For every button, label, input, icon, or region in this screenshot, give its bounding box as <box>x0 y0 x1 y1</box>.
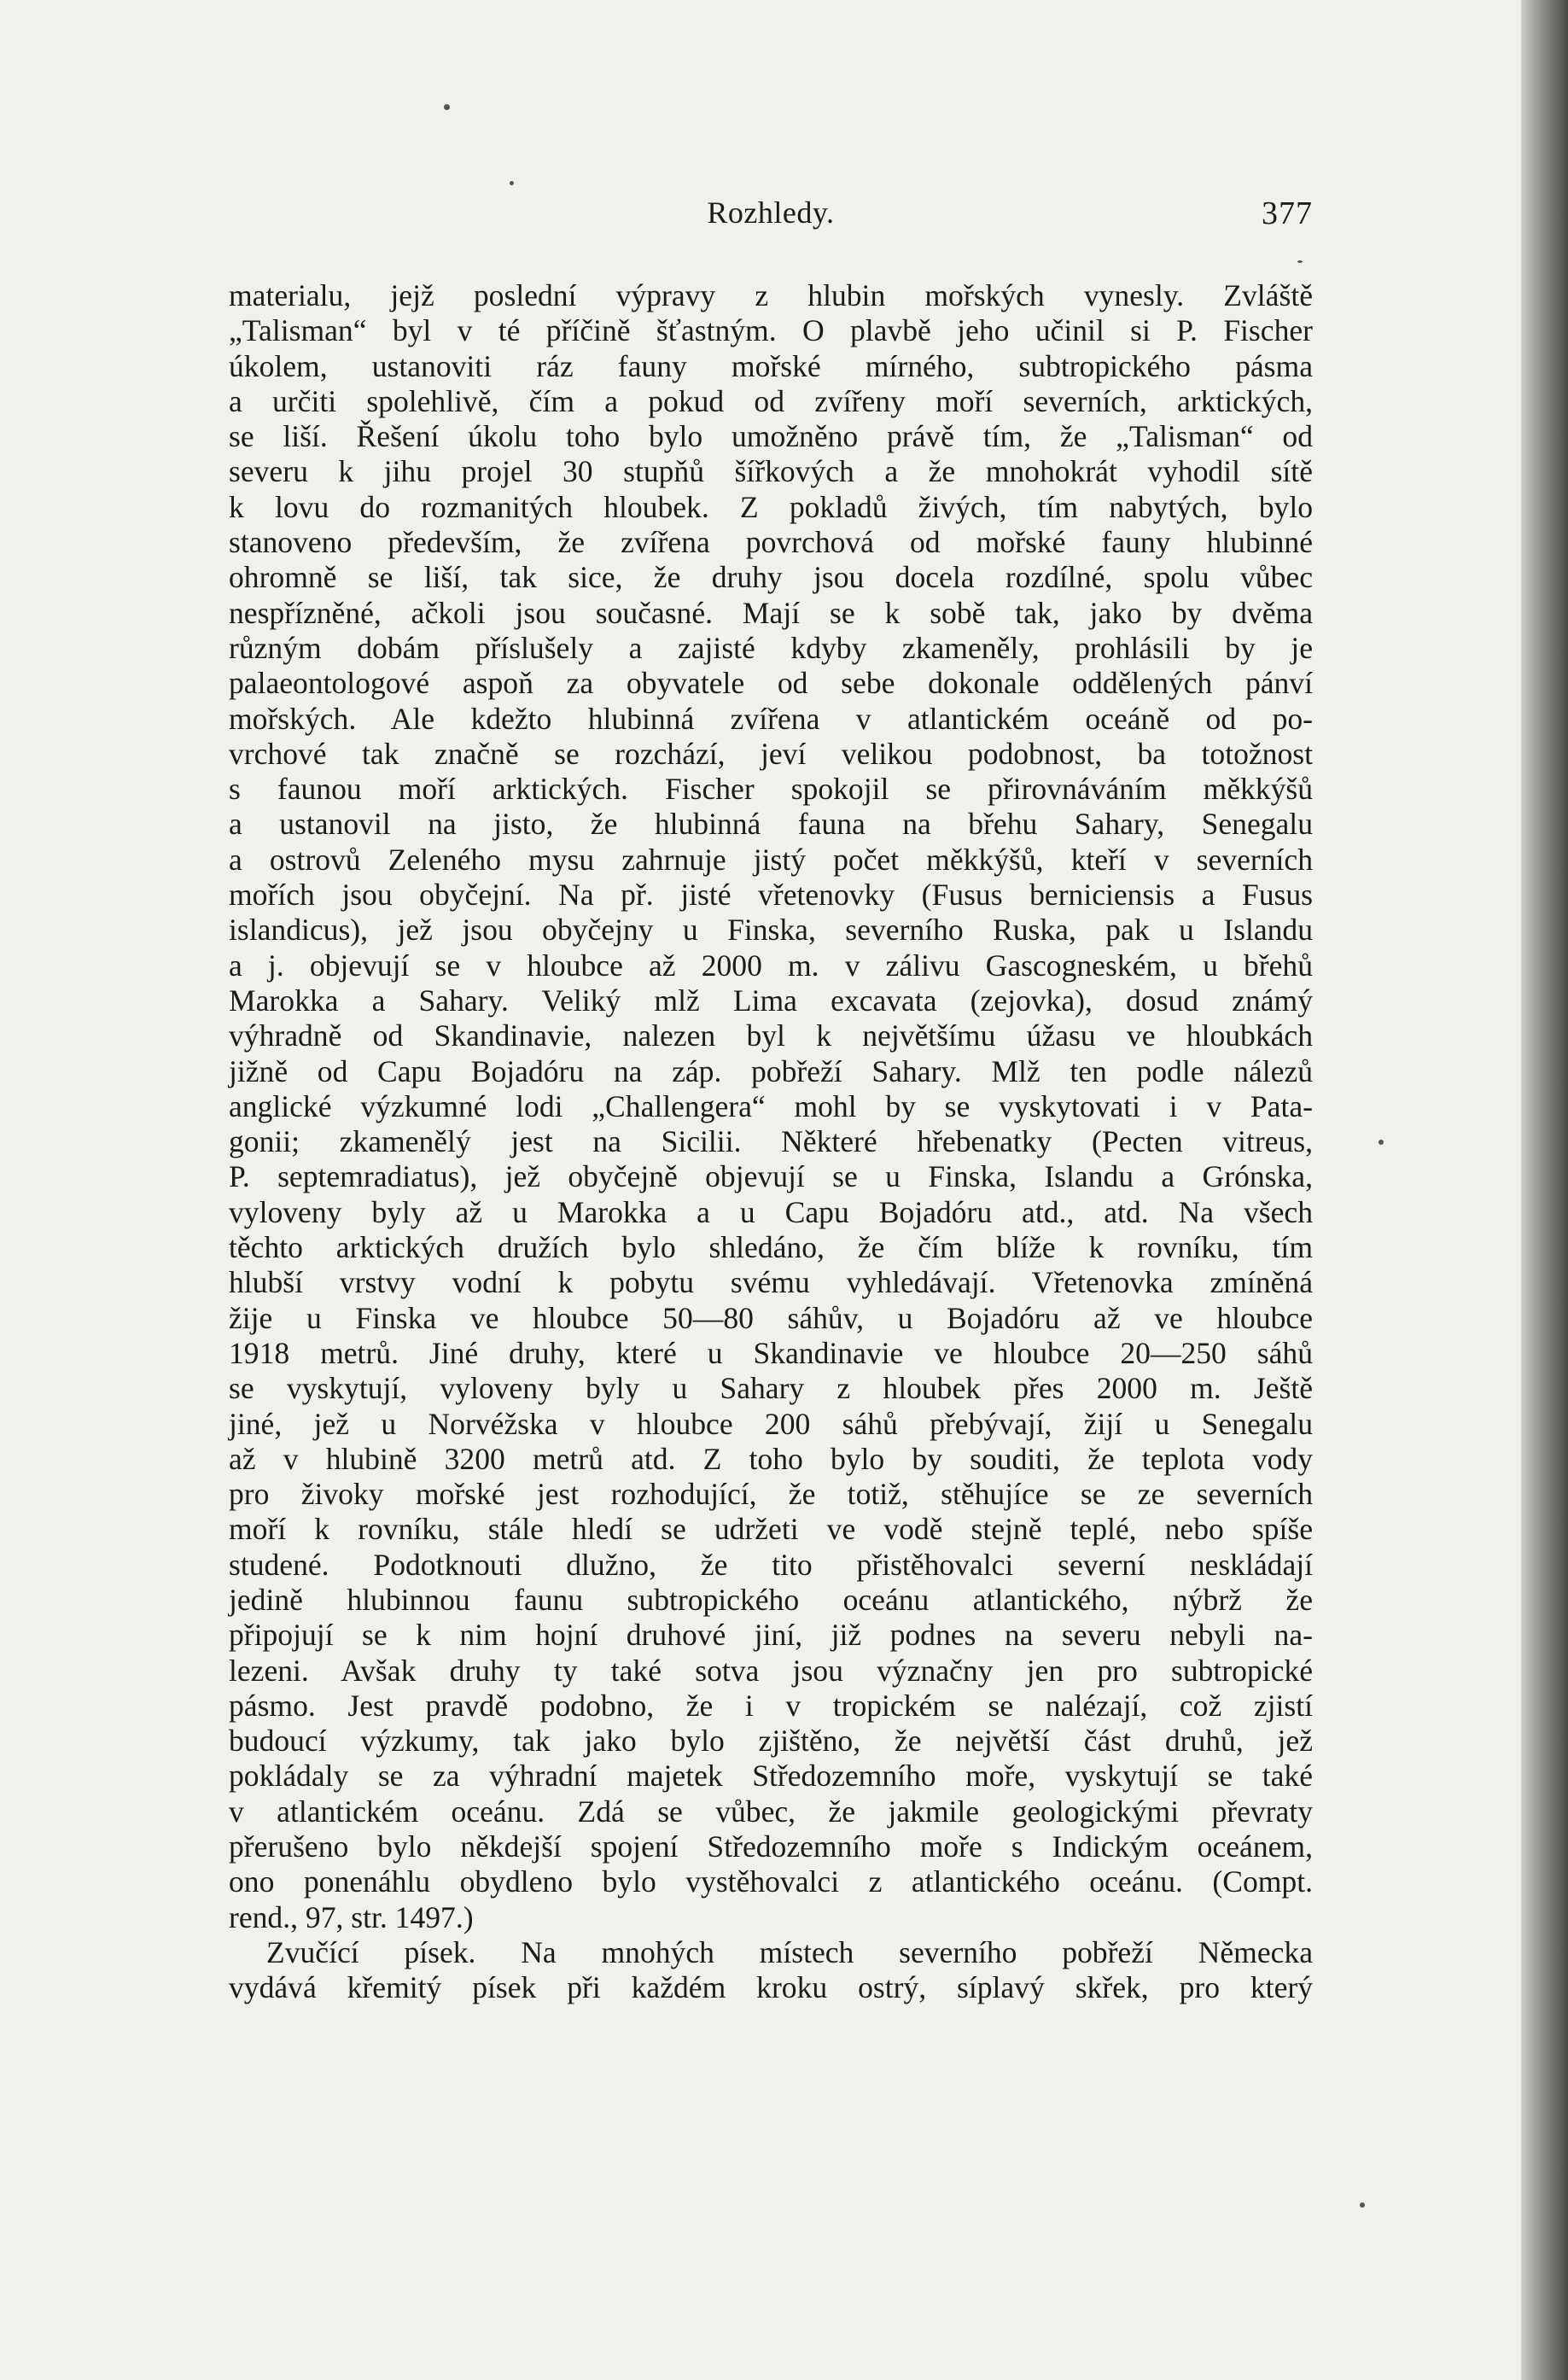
text-line: až v hlubině 3200 metrů atd. Z toho bylo by souditi, že teplota vody <box>229 1441 1313 1476</box>
text-line: nespřízněné, ačkoli jsou současné. Mají se k sobě tak, jako by dvěma <box>229 595 1313 630</box>
page-number: 377 <box>1262 195 1313 231</box>
page-header <box>229 195 1313 246</box>
text-line: těchto arktických družích bylo shledáno, že čím blíže k rovníku, tím <box>229 1230 1313 1265</box>
text-line: žije u Finska ve hloubce 50—80 sáhův, u Bojadóru až ve hloubce <box>229 1300 1313 1335</box>
text-line: jiné, jež u Norvéžska v hloubce 200 sáhů přebývají, žijí u Senegalu <box>229 1406 1313 1441</box>
text-line: se liší. Řešení úkolu toho bylo umožněno právě tím, že „Talisman“ od <box>229 419 1313 454</box>
text-line: v atlantickém oceánu. Zdá se vůbec, že jakmile geologickými převraty <box>229 1794 1313 1829</box>
text-line: vyloveny byly až u Marokka a u Capu Bojadóru atd., atd. Na všech <box>229 1194 1313 1229</box>
scan-speck <box>1297 260 1303 263</box>
text-line: materialu, jejž poslední výpravy z hlubin mořských vynesly. Zvláště <box>229 278 1313 312</box>
running-title: Rozhledy. <box>707 195 835 230</box>
text-line: Zvučící písek. Na mnohých místech severního pobřeží Německa <box>266 1934 1313 1969</box>
text-line: ohromně se liší, tak sice, že druhy jsou docela rozdílné, spolu vůbec <box>229 560 1313 595</box>
body-text <box>229 278 1313 2006</box>
text-line: palaeontologové aspoň za obyvatele od sebe dokonale oddělených pánví <box>229 666 1313 701</box>
text-line: jižně od Capu Bojadóru na záp. pobřeží Sahary. Mlž ten podle nálezů <box>229 1053 1313 1088</box>
text-line: Marokka a Sahary. Veliký mlž Lima excavata (zejovka), dosud známý <box>229 983 1313 1018</box>
text-line: anglické výzkumné lodi „Challengera“ mohl by se vyskytovati i v Pata- <box>229 1088 1313 1123</box>
text-line: severu k jihu projel 30 stupňů šířkových a že mnohokrát vyhodil sítě <box>229 454 1313 489</box>
text-line: stanoveno především, že zvířena povrchová od mořské fauny hlubinné <box>229 525 1313 560</box>
text-line: vydává křemitý písek při každém kroku ostrý, síplavý skřek, pro který <box>229 1970 1313 2005</box>
scan-speck <box>510 181 514 185</box>
text-line: hlubší vrstvy vodní k pobytu svému vyhledávají. Vřetenovka zmíněná <box>229 1265 1313 1300</box>
text-line: pro živoky mořské jest rozhodující, že totiž, stěhujíce se ze severních <box>229 1477 1313 1512</box>
text-line: mořských. Ale kdežto hlubinná zvířena v atlantickém oceáně od po- <box>229 701 1313 736</box>
text-line: jedině hlubinnou faunu subtropického oceánu atlantického, nýbrž že <box>229 1582 1313 1617</box>
text-line: se vyskytují, vyloveny byly u Sahary z hloubek přes 2000 m. Ještě <box>229 1371 1313 1406</box>
text-line: mořích jsou obyčejní. Na př. jisté vřetenovky (Fusus berniciensis a Fusus <box>229 878 1313 913</box>
text-line: výhradně od Skandinavie, nalezen byl k největšímu úžasu ve hloubkách <box>229 1018 1313 1053</box>
text-line: moří k rovníku, stále hledí se udržeti ve vodě stejně teplé, nebo spíše <box>229 1512 1313 1547</box>
text-line: gonii; zkamenělý jest na Sicilii. Některé hřebenatky (Pecten vitreus, <box>229 1124 1313 1159</box>
text-line: různým dobám příslušely a zajisté kdyby zkameněly, prohlásili by je <box>229 630 1313 665</box>
page-edge-shadow <box>1521 0 1568 2380</box>
text-line: s faunou moří arktických. Fischer spokojil se přirovnáváním měkkýšů <box>229 772 1313 807</box>
text-line: přerušeno bylo někdejší spojení Středozemního moře s Indickým oceánem, <box>229 1829 1313 1864</box>
text-line: úkolem, ustanoviti ráz fauny mořské mírného, subtropického pásma <box>229 348 1313 383</box>
scan-speck <box>1360 2202 1365 2208</box>
text-line: „Talisman“ byl v té příčině šťastným. O plavbě jeho učinil si P. Fischer <box>229 313 1313 348</box>
text-line: islandicus), jež jsou obyčejny u Finska, severního Ruska, pak u Islandu <box>229 913 1313 948</box>
text-line: a j. objevují se v hloubce až 2000 m. v zálivu Gascogneském, u břehů <box>229 948 1313 983</box>
text-line: připojují se k nim hojní druhové jiní, již podnes na severu nebyli na- <box>229 1618 1313 1653</box>
text-line: P. septemradiatus), jež obyčejně objevují se u Finska, Islandu a Grónska, <box>229 1159 1313 1194</box>
scan-speck <box>1379 1140 1384 1145</box>
text-line: budoucí výzkumy, tak jako bylo zjištěno, že největší část druhů, jež <box>229 1724 1313 1759</box>
scan-speck <box>444 104 450 110</box>
text-line: lezeni. Avšak druhy ty také sotva jsou význačny jen pro subtropické <box>229 1653 1313 1688</box>
text-line: a ostrovů Zeleného mysu zahrnuje jistý počet měkkýšů, kteří v severních <box>229 842 1313 877</box>
text-line: a určiti spolehlivě, čím a pokud od zvířeny moří severních, arktických, <box>229 383 1313 418</box>
text-line: pokládaly se za výhradní majetek Středozemního moře, vyskytují se také <box>229 1759 1313 1794</box>
text-line: k lovu do rozmanitých hloubek. Z pokladů živých, tím nabytých, bylo <box>229 489 1313 524</box>
text-line: vrchové tak značně se rozchází, jeví velikou podobnost, ba totožnost <box>229 736 1313 771</box>
text-line: ono ponenáhlu obydleno bylo vystěhovalci z atlantického oceánu. (Compt. <box>229 1864 1313 1899</box>
text-line: pásmo. Jest pravdě podobno, že i v tropickém se nalézají, což zjistí <box>229 1688 1313 1723</box>
text-line: studené. Podotknouti dlužno, že tito přistěhovalci severní neskládají <box>229 1547 1313 1582</box>
text-line: a ustanovil na jisto, že hlubinná fauna na břehu Sahary, Senegalu <box>229 807 1313 842</box>
text-line: rend., 97, str. 1497.) <box>229 1899 474 1934</box>
text-line: 1918 metrů. Jiné druhy, které u Skandinavie ve hloubce 20—250 sáhů <box>229 1335 1313 1370</box>
